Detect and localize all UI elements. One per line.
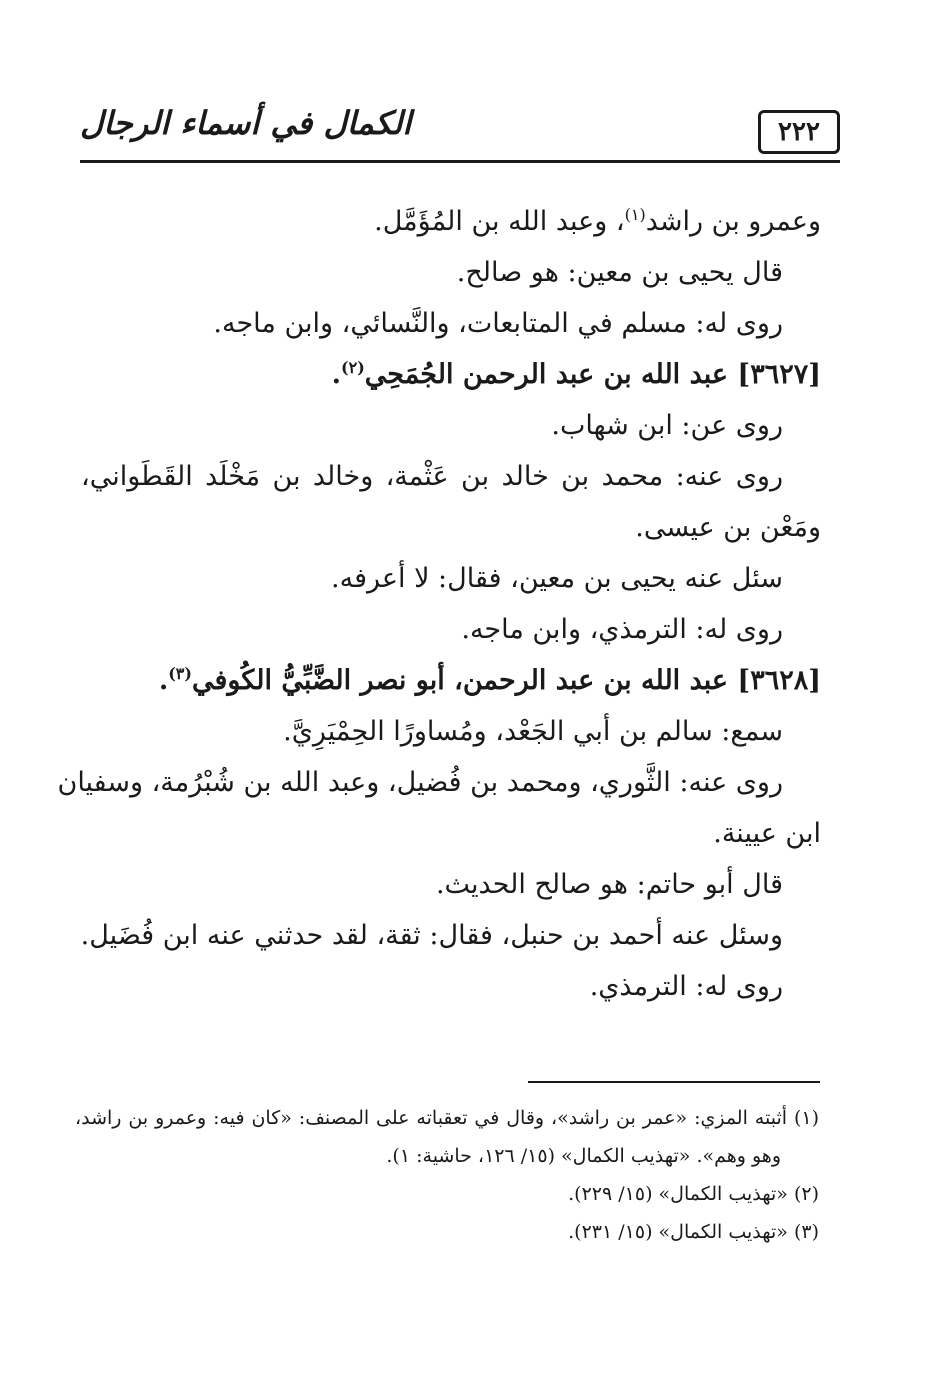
header-divider: [80, 160, 840, 163]
text-line: سئل عنه يحيى بن معين، فقال: لا أعرفه.: [331, 563, 783, 594]
page-header: [80, 96, 840, 168]
text-line: روى له: مسلم في المتابعات، والنَّسائي، وابن ماجه.: [213, 308, 783, 339]
text-line: وسئل عنه أحمد بن حنبل، فقال: ثقة، لقد حدثني عنه ابن فُضَيل.: [80, 920, 783, 951]
text-line: وعمرو بن راشد$^{(١)}$، وعبد الله بن المُؤَمَّل.: [374, 205, 821, 237]
footnote: (٣) «تهذيب الكمال» (١٥/ ٢٣١).: [568, 1221, 819, 1243]
text-line: روى له: الترمذي.: [589, 971, 783, 1002]
entry-heading: [٣٦٢٧] عبد الله بن عبد الرحمن الجُمَحِي$^{(٢)}$.: [331, 358, 821, 390]
text-line: قال يحيى بن معين: هو صالح.: [456, 257, 783, 288]
text-line: ابن عيينة.: [713, 818, 821, 849]
footnotes: [75, 1099, 819, 1251]
text-line: قال أبو حاتم: هو صالح الحديث.: [435, 869, 783, 900]
footnote-ref: (٣): [168, 664, 192, 683]
text-line: سمع: سالم بن أبي الجَعْد، ومُساورًا الحِمْيَرِيَّ.: [283, 716, 783, 747]
main-text: [57, 196, 821, 1012]
text-line: روى عنه: محمد بن خالد بن عَثْمة، وخالد بن مَخْلَد القَطَواني،: [81, 461, 783, 492]
page-number: ٢٢٢: [758, 110, 840, 154]
text-line: روى عن: ابن شهاب.: [551, 410, 783, 441]
entry-heading: [٣٦٢٨] عبد الله بن عبد الرحمن، أبو نصر الضَّبِّيُّ الكُوفي$^{(٣)}$.: [158, 664, 821, 696]
footnote-ref: (١): [624, 205, 646, 224]
text-line: روى عنه: الثَّوري، ومحمد بن فُضيل، وعبد الله بن شُبْرُمة، وسفيان: [57, 767, 783, 798]
book-title: الكمال في أسماء الرجال: [80, 104, 412, 142]
footnote-divider: [528, 1081, 820, 1083]
footnote-ref: (٢): [341, 358, 365, 377]
text-line: ومَعْن بن عيسى.: [635, 512, 821, 543]
footnote: وهو وهم». «تهذيب الكمال» (١٥/ ١٢٦، حاشية: ١).: [386, 1145, 781, 1167]
footnote: (٢) «تهذيب الكمال» (١٥/ ٢٢٩).: [568, 1183, 819, 1205]
text-line: روى له: الترمذي، وابن ماجه.: [461, 614, 783, 645]
footnote: (١) أثبته المزي: «عمر بن راشد»، وقال في تعقباته على المصنف: «كان فيه: وعمرو بن راشد،: [75, 1107, 819, 1129]
